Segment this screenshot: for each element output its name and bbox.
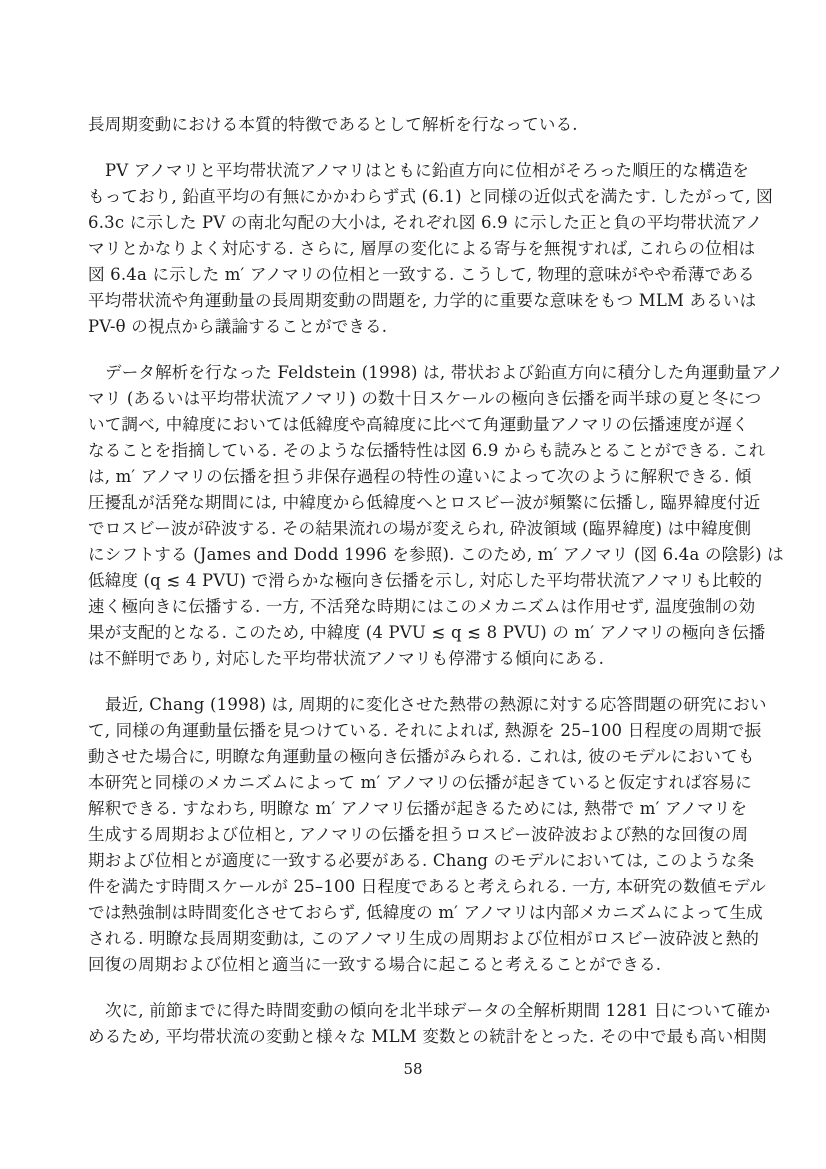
text-line: 速く極向きに伝播する. 一方, 不活発な時期にはこのメカニズムは作用せず, 温度強制の効 (88, 597, 756, 616)
text-line: なることを指摘している. そのような伝播特性は図 6.9 からも読みとることができる. これ (88, 441, 766, 460)
paragraph (88, 360, 784, 672)
text-line: 本研究と同様のメカニズムによって m′ アノマリの伝播が起きていると仮定すれば容易に (88, 773, 752, 792)
text-line: 件を満たす時間スケールが 25–100 日程度であると考えられる. 一方, 本研究の数値モデル (88, 877, 766, 896)
text-line: 平均帯状流や角運動量の長周期変動の問題を, 力学的に重要な意味をもつ MLM あるいは (88, 291, 757, 310)
text-line: 低緯度 (q ≲ 4 PVU) で滑らかな極向き伝播を示し, 対応した平均帯状流アノマリも比較的 (88, 571, 763, 590)
paragraph (88, 112, 742, 138)
text-line: 6.3c に示した PV の南北勾配の大小は, それぞれ図 6.9 に示した正と負の平均帯状流アノ (88, 213, 763, 232)
text-line: いて調べ, 中緯度においては低緯度や高緯度に比べて角運動量アノマリの伝播速度が遅く (88, 415, 749, 434)
text-line: 生成する周期および位相と, アノマリの伝播を担うロスビー波砕波および熱的な回復の周 (88, 825, 749, 844)
text-line: て, 同様の角運動量伝播を見つけている. それによれば, 熱源を 25–100 日程度の周期で振 (88, 721, 762, 740)
text-line: でロスビー波が砕波する. その結果流れの場が変えられ, 砕波領域 (臨界緯度) は中緯度側 (88, 519, 752, 538)
text-line: される. 明瞭な長周期変動は, このアノマリ生成の周期および位相がロスビー波砕波と熱的 (88, 929, 760, 948)
paragraph (88, 158, 773, 340)
text-line: もっており, 鉛直平均の有無にかかわらず式 (6.1) と同様の近似式を満たす. したがって, 図 (88, 187, 773, 206)
text-line: 解釈できる. すなわち, 明瞭な m′ アノマリ伝播が起きるためには, 熱帯で m′ アノマリを (88, 799, 748, 818)
paragraph (88, 998, 771, 1050)
text-line: マリとかなりよく対応する. さらに, 層厚の変化による寄与を無視すれば, これらの位相は (88, 239, 756, 258)
text-line: PV アノマリと平均帯状流アノマリはともに鉛直方向に位相がそろった順圧的な構造を (105, 161, 750, 180)
text-line: データ解析を行なった Feldstein (1998) は, 帯状および鉛直方向に積分した角運動量アノ (105, 363, 784, 382)
text-line: は不鮮明であり, 対応した平均帯状流アノマリも停滞する傾向にある. (88, 649, 605, 668)
text-line: 長周期変動における本質的特徴であるとして解析を行なっている. (88, 115, 578, 134)
text-line: 回復の周期および位相と適当に一致する場合に起こると考えることができる. (88, 955, 662, 974)
text-line: にシフトする (James and Dodd 1996 を参照). このため, m′ アノマリ (図 6.4a の陰影) は (88, 545, 784, 564)
text-line: 果が支配的となる. このため, 中緯度 (4 PVU ≲ q ≲ 8 PVU) の m′ アノマリの極向き伝播 (88, 623, 766, 642)
text-line: は, m′ アノマリの伝播を担う非保存過程の特性の違いによって次のように解釈できる. 傾 (88, 467, 752, 486)
text-line: 次に, 前節までに得た時間変動の傾向を北半球データの全解析期間 1281 日について確か (105, 1001, 771, 1020)
page-number: 58 (403, 1060, 423, 1078)
text-line: では熱強制は時間変化させておらず, 低緯度の m′ アノマリは内部メカニズムによって生成 (88, 903, 763, 922)
text-line: 最近, Chang (1998) は, 周期的に変化させた熱帯の熱源に対する応答問題の研究におい (105, 695, 767, 714)
text-line: マリ (あるいは平均帯状流アノマリ) の数十日スケールの極向き伝播を両半球の夏と冬につ (88, 389, 762, 408)
text-line: PV-θ の視点から議論することができる. (88, 317, 388, 336)
paragraph (88, 692, 767, 978)
text-line: 期および位相とが適度に一致する必要がある. Chang のモデルにおいては, このような条 (88, 851, 755, 870)
text-block (88, 112, 784, 1070)
text-line: 圧擾乱が活発な期間には, 中緯度から低緯度へとロスビー波が頻繁に伝播し, 臨界緯度付近 (88, 493, 761, 512)
text-line: 図 6.4a に示した m′ アノマリの位相と一致する. こうして, 物理的意味がやや希薄である (88, 265, 755, 284)
text-line: めるため, 平均帯状流の変動と様々な MLM 変数との統計をとった. その中で最も高い相関 (88, 1027, 767, 1046)
text-line: 動させた場合に, 明瞭な角運動量の極向き伝播がみられる. これは, 彼のモデルにおいても (88, 747, 755, 766)
